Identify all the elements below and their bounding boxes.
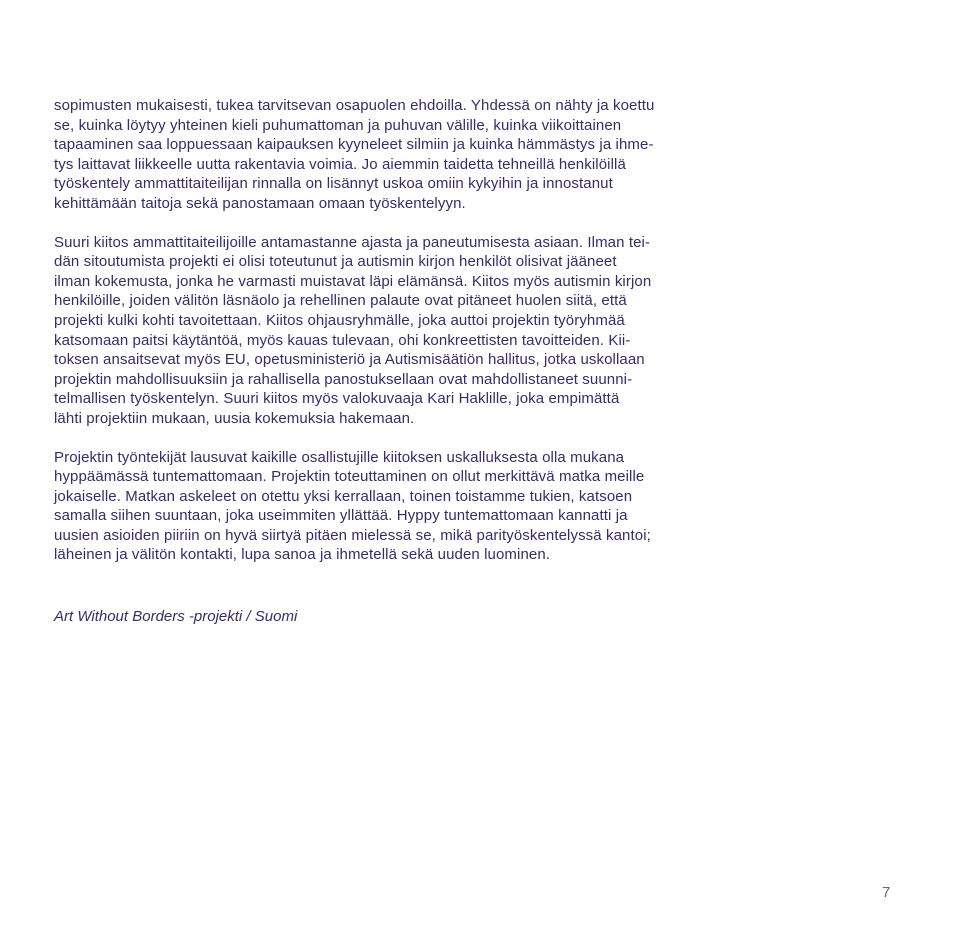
text-line: dän sitoutumista projekti ei olisi toteutunut ja autismin kirjon henkilöt olisivat jääneet	[54, 253, 617, 271]
text-line: Suuri kiitos ammattitaiteilijoille antamastanne ajasta ja paneutumisesta asiaan. Ilman tei-	[54, 233, 651, 251]
text-line: katsomaan paitsi käytäntöä, myös kauas tulevaan, ohi konkreettisten tavoitteiden. Kii-	[54, 331, 631, 349]
text-line: henkilöille, joiden välitön läsnäolo ja rehellinen palaute ovat pitäneet huolen siitä, että	[54, 292, 627, 310]
text-line: työskentely ammattitaiteilijan rinnalla on lisännyt uskoa omiin kykyihin ja innostanut	[54, 175, 613, 193]
text-line: Projektin työntekijät lausuvat kaikille osallistujille kiitoksen uskalluksesta olla mukana	[54, 448, 625, 466]
text-line: samalla siihen suuntaan, joka useimmiten yllättää. Hyppy tuntemattomaan kannatti ja	[54, 507, 628, 525]
paragraph-3	[54, 448, 686, 566]
text-line: tys laittavat liikkeelle uutta rakentavia voimia. Jo aiemmin taidetta tehneillä henkilöillä	[54, 155, 626, 173]
signature: Art Without Borders -projekti / Suomi	[54, 608, 298, 625]
text-line: telmallisen työskentelyn. Suuri kiitos myös valokuvaaja Kari Haklille, joka empimättä	[54, 390, 620, 408]
body-text	[54, 96, 686, 565]
page-number: 7	[882, 884, 891, 901]
paragraph-1	[54, 96, 686, 214]
text-line: toksen ansaitsevat myös EU, opetusministeriö ja Autismisäätiön hallitus, jotka uskollaan	[54, 351, 645, 369]
text-line: projekti kulki kohti tavoitettaan. Kiitos ohjausryhmälle, joka auttoi projektin työryhmää	[54, 311, 625, 329]
text-line: lähti projektiin mukaan, uusia kokemuksia hakemaan.	[54, 409, 415, 427]
text-line: kehittämään taitoja sekä panostamaan omaan työskentelyyn.	[54, 194, 466, 212]
text-line: projektin mahdollisuuksiin ja rahallisella panostuksellaan ovat mahdollistaneet suunni-	[54, 370, 633, 388]
text-line: uusien asioiden piiriin on hyvä siirtyä pitäen mielessä se, mikä parityöskentelyssä kantoi;	[54, 526, 651, 544]
text-line: ilman kokemusta, jonka he varmasti muistavat läpi elämänsä. Kiitos myös autismin kirjon	[54, 272, 652, 290]
paragraph-2	[54, 233, 686, 429]
text-line: läheinen ja välitön kontakti, lupa sanoa ja ihmetellä sekä uuden luominen.	[54, 546, 551, 564]
text-line: sopimusten mukaisesti, tukea tarvitsevan osapuolen ehdoilla. Yhdessä on nähty ja koettu	[54, 97, 655, 114]
text-line: jokaiselle. Matkan askeleet on otettu yksi kerrallaan, toinen toistamme tukien, katsoen	[54, 487, 633, 505]
text-line: se, kuinka löytyy yhteinen kieli puhumattoman ja puhuvan välille, kuinka viikoittainen	[54, 116, 622, 134]
text-line: hyppäämässä tuntemattomaan. Projektin toteuttaminen on ollut merkittävä matka meille	[54, 468, 645, 486]
text-line: tapaaminen saa loppuessaan kaipauksen kyyneleet silmiin ja kuinka hämmästys ja ihme-	[54, 136, 654, 154]
